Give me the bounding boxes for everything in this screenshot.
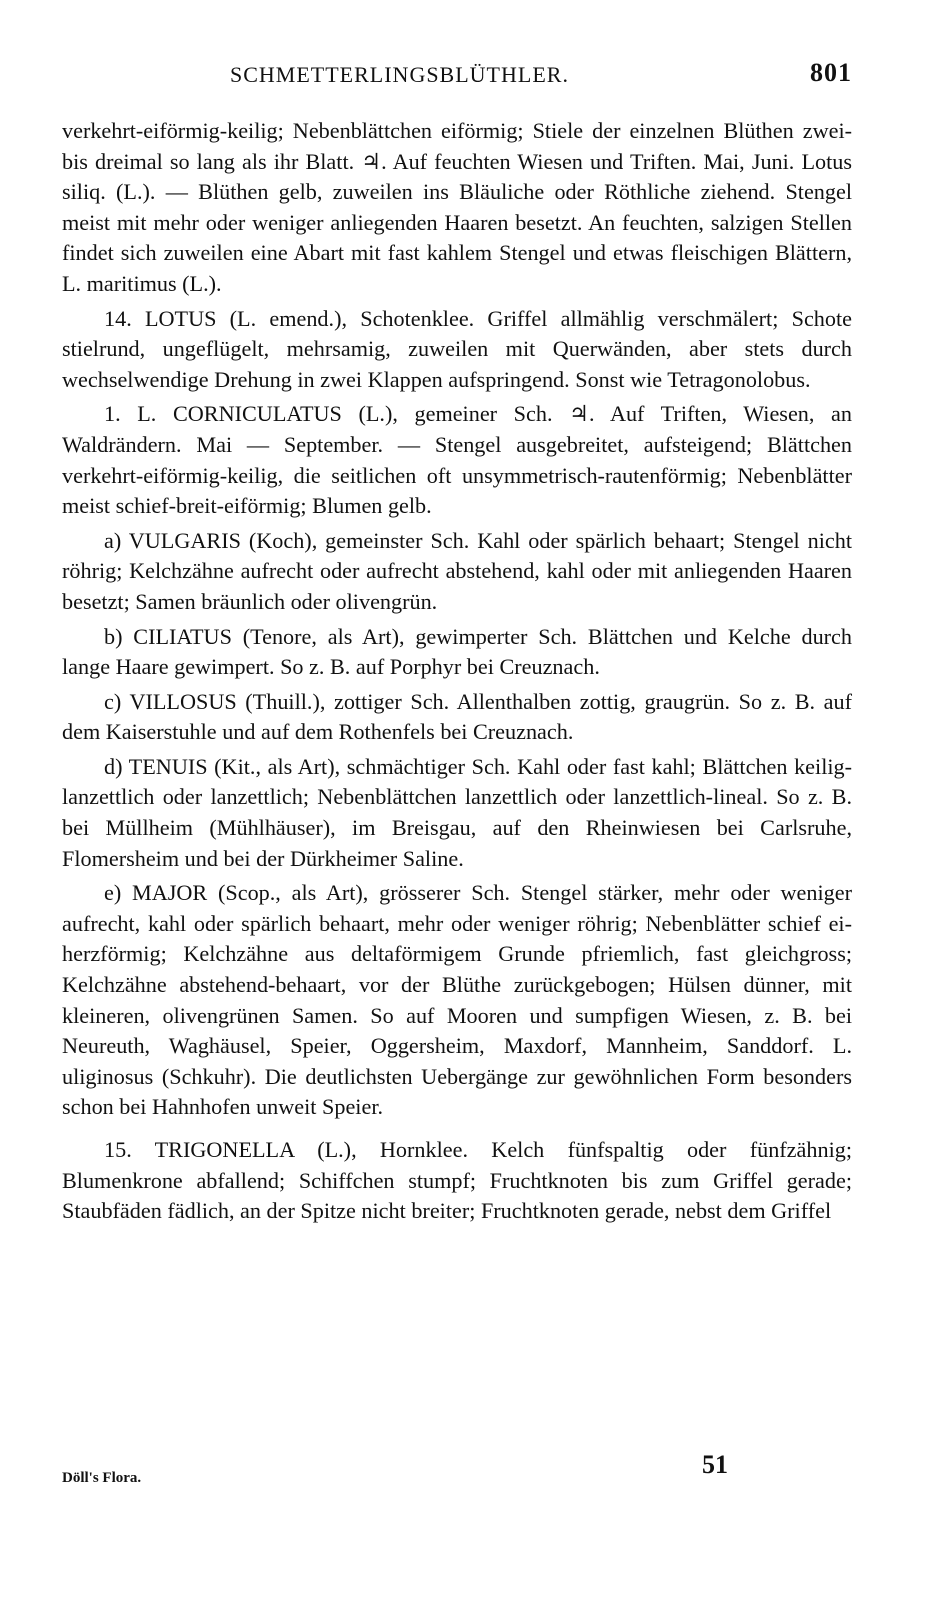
paragraph-species-corniculatus: 1. L. CORNICULATUS (L.), gemeiner Sch. ♃. Auf Triften, Wiesen, an Waldrändern. Mai — September. — Stengel ausgebreitet, aufsteigend; Blättchen verkehrt-eiförmig-keilig, die seitlichen oft unsymmetrisch-rautenförmig; Nebenblätter meist schief-breit-eiförmig; Blumen gelb.: [62, 401, 852, 519]
page-header: [62, 58, 852, 98]
paragraph-variety-villosus: c) VILLOSUS (Thuill.), zottiger Sch. Allenthalben zottig, graugrün. So z. B. auf dem Kaiserstuhle und auf dem Rothenfels bei Creuznach.: [62, 688, 852, 745]
paragraph-continued: verkehrt-eiförmig-keilig; Nebenblättchen eiförmig; Stiele der einzelnen Blüthen zwei- bis dreimal so lang als ihr Blatt. ♃. Auf feuchten Wiesen und Triften. Mai, Juni. Lotus siliq. (L.). — Blüthen gelb, zuweilen ins Bläuliche oder Röthliche ziehend. Stengel meist mit mehr oder weniger anliegenden Haaren besetzt. An feuchten, salzigen Stellen findet sich zuweilen eine Abart mit fast kahlem Stengel und etwas fleischigen Blättern, L. maritimus (L.).: [62, 118, 852, 296]
page-body: [62, 116, 852, 1227]
signature-mark: 51: [702, 1450, 728, 1479]
footer-book-title: Döll's Flora.: [62, 1470, 142, 1486]
paragraph-variety-vulgaris: a) VULGARIS (Koch), gemeinster Sch. Kahl oder spärlich behaart; Stengel nicht röhrig; Kelchzähne aufrecht oder aufrecht abstehend, kahl oder mit anliegenden Haaren besetzt; Samen bräunlich oder olivengrün.: [62, 527, 852, 614]
page-number: 801: [810, 58, 852, 87]
paragraph-variety-ciliatus: b) CILIATUS (Tenore, als Art), gewimperter Sch. Blättchen und Kelche durch lange Haare gewimpert. So z. B. auf Porphyr bei Creuznach.: [62, 623, 852, 680]
running-title: SCHMETTERLINGSBLÜTHLER.: [230, 62, 569, 87]
paragraph-variety-tenuis: d) TENUIS (Kit., als Art), schmächtiger Sch. Kahl oder fast kahl; Blättchen keilig-lanzettlich oder lanzettlich; Nebenblättchen lanzettlich oder lanzettlich-lineal. So z. B. bei Müllheim (Mühlhäuser), im Breisgau, auf den Rheinwiesen bei Carlsruhe, Flomersheim und bei der Dürkheimer Saline.: [62, 753, 852, 871]
paragraph-variety-major: e) MAJOR (Scop., als Art), grösserer Sch. Stengel stärker, mehr oder weniger aufrecht, kahl oder spärlich behaart, mehr oder weniger röhrig; Nebenblätter schief ei-herzförmig; Kelchzähne aus deltaförmigem Grunde pfriemlich, fast gleichgross; Kelchzähne abstehend-behaart, vor der Blüthe zurückgebogen; Hülsen dünner, mit kleineren, olivengrünen Samen. So auf Mooren und sumpfigen Wiesen, z. B. bei Neureuth, Waghäusel, Speier, Oggersheim, Maxdorf, Mannheim, Sanddorf. L. uliginosus (Schkuhr). Die deutlichsten Uebergänge zur gewöhnlichen Form besonders schon bei Hahnhofen unweit Speier.: [62, 880, 852, 1120]
paragraph-genus-trigonella: 15. TRIGONELLA (L.), Hornklee. Kelch fünfspaltig oder fünfzähnig; Blumenkrone abfallend; Schiffchen stumpf; Fruchtknoten bis zum Griffel gerade; Staubfäden fädlich, an der Spitze nicht breiter; Fruchtknoten gerade, nebst dem Griffel: [62, 1137, 852, 1224]
page-footer: [62, 1450, 852, 1490]
paragraph-genus-lotus: 14. LOTUS (L. emend.), Schotenklee. Griffel allmählig verschmälert; Schote stielrund, ungeflügelt, mehrsamig, zuweilen mit Querwänden, aber stets durch wechselwendige Drehung in zwei Klappen aufspringend. Sonst wie Tetragonolobus.: [62, 305, 852, 392]
